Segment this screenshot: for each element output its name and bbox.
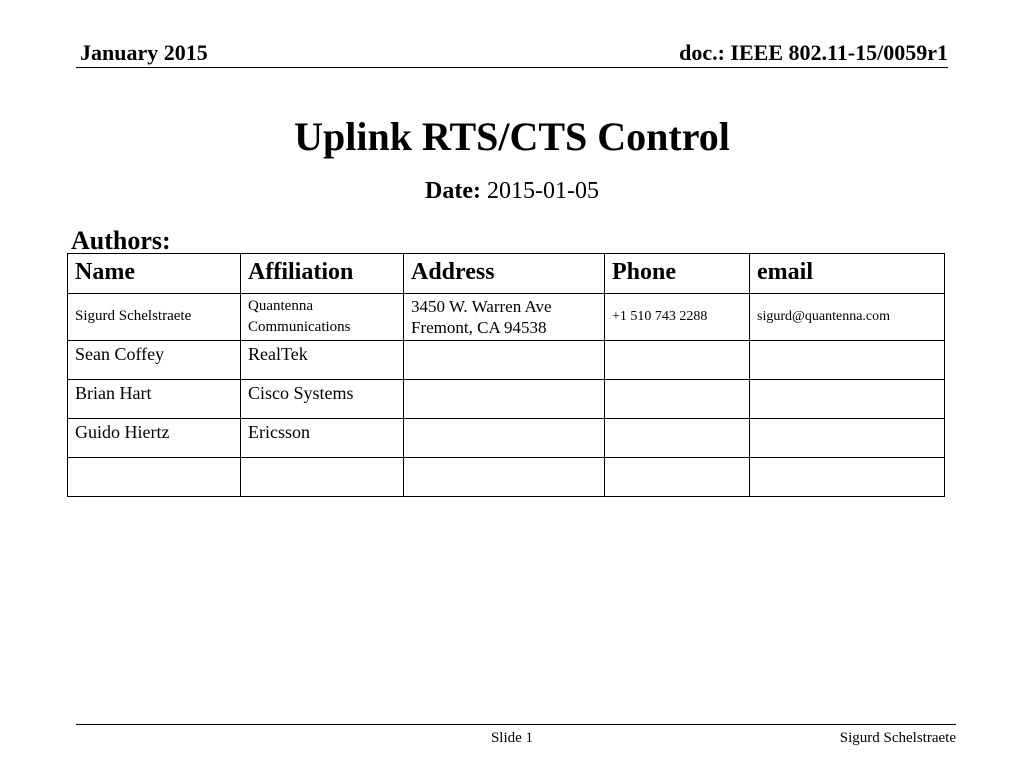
author-affiliation [241,294,404,341]
column-header-affiliation: Affiliation [241,254,404,294]
header-doc-id: doc.: IEEE 802.11-15/0059r1 [679,40,948,65]
footer-slide-number: Slide 1 [490,730,534,746]
author-phone [605,458,750,497]
column-header-phone: Phone [605,254,750,294]
author-address [404,294,605,341]
table-row [68,294,945,341]
author-address [404,458,605,497]
address-line: 3450 W. Warren Ave [411,297,552,316]
author-affiliation [241,458,404,497]
author-address [404,341,605,380]
author-name [68,458,241,497]
author-email: sigurd@quantenna.com [750,294,945,341]
authors-table [67,253,945,497]
author-name: Brian Hart [68,380,241,419]
author-phone [605,419,750,458]
author-affiliation: RealTek [241,341,404,380]
author-name: Sigurd Schelstraete [68,294,241,341]
header-date: January 2015 [80,40,208,65]
footer-divider [76,724,956,725]
date-line [0,176,1024,206]
table-row [68,380,945,419]
author-address [404,380,605,419]
date-label: Date: [425,178,481,204]
author-name: Sean Coffey [68,341,241,380]
author-affiliation: Ericsson [241,419,404,458]
column-header-address: Address [404,254,605,294]
affiliation-line: Quantenna [248,298,313,314]
date-value: 2015-01-05 [486,178,599,204]
authors-label: Authors: [71,226,171,255]
author-name: Guido Hiertz [68,419,241,458]
author-email [750,419,945,458]
slide-title: Uplink RTS/CTS Control [294,114,730,159]
author-email [750,458,945,497]
author-affiliation: Cisco Systems [241,380,404,419]
author-phone [605,341,750,380]
affiliation-line: Communications [248,319,351,335]
author-phone [605,380,750,419]
address-line: Fremont, CA 94538 [411,318,547,337]
table-row [68,341,945,380]
author-email [750,341,945,380]
footer-author: Sigurd Schelstraete [839,730,956,746]
column-header-name: Name [68,254,241,294]
table-header-row [68,254,945,294]
author-email [750,380,945,419]
table-row [68,458,945,497]
column-header-email: email [750,254,945,294]
header-divider [76,67,948,68]
author-phone: +1 510 743 2288 [605,294,750,341]
table-row [68,419,945,458]
author-address [404,419,605,458]
